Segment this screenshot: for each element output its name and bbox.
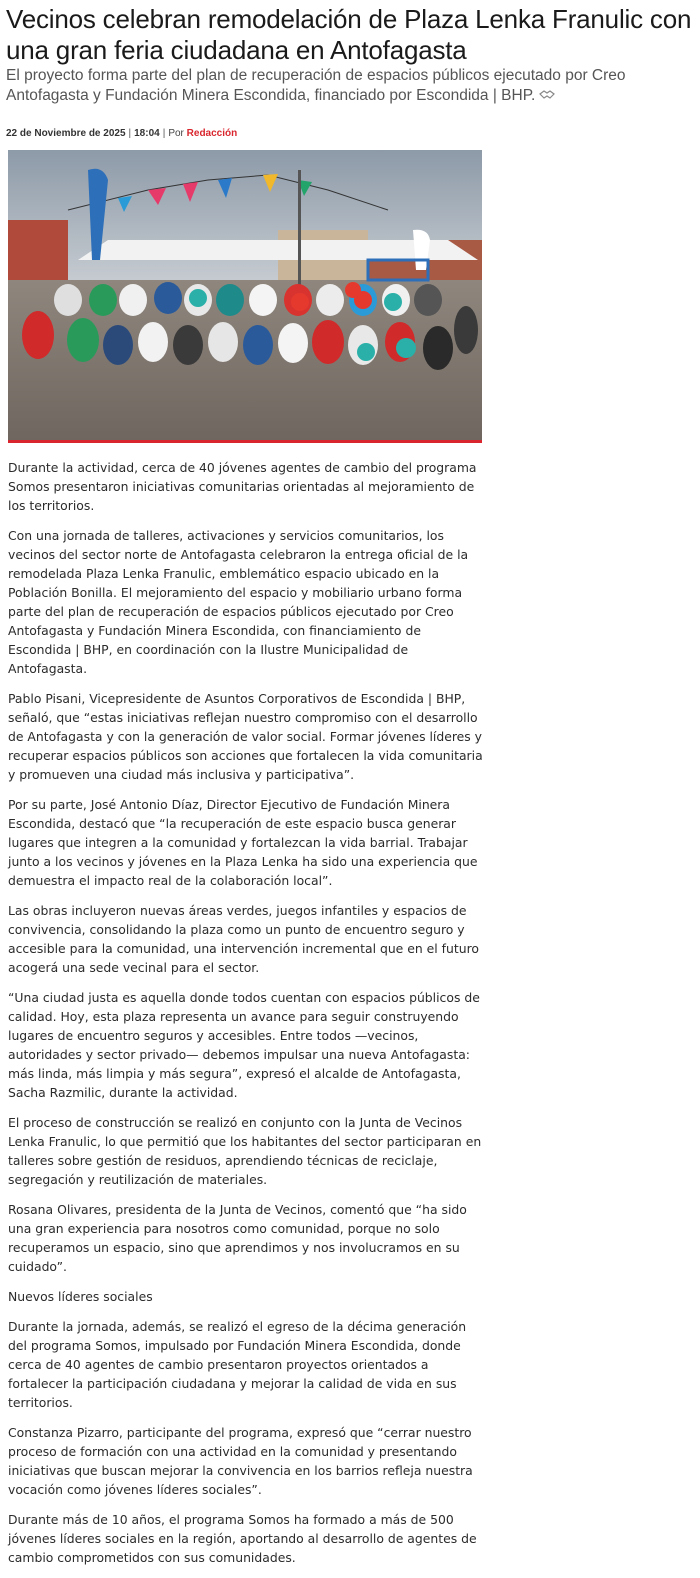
handshake-icon — [539, 87, 555, 99]
article-time: 18:04 — [134, 128, 160, 139]
article-paragraph: “Una ciudad justa es aquella donde todos cuentan con espacios públicos de calidad. Hoy, esta plaza representa un avance para seguir construyendo lugares de encuentro seguros y accesibles. Entre todos —vecinos, autoridades y sector privado— debemos impulsar una nueva Antofagasta: más linda, más limpia y más segura”, expresó el alcalde de Antofagasta, Sacha Razmilic, durante la actividad. — [8, 990, 480, 1100]
article-meta: 22 de Noviembre de 2025 | 18:04 | Por Redacción — [6, 128, 238, 139]
article-paragraph: Durante la actividad, cerca de 40 jóvenes agentes de cambio del programa Somos presentaron iniciativas comunitarias orientadas al mejoramiento de los territorios. — [8, 460, 477, 513]
article-photo — [8, 150, 482, 443]
article-paragraph: El proceso de construcción se realizó en conjunto con la Junta de Vecinos Lenka Franulic, lo que permitió que los habitantes del sector participaran en talleres sobre gestión de residuos, aprendiendo técnicas de reciclaje, segregación y reutilización de materiales. — [8, 1115, 482, 1187]
article-paragraph: Durante más de 10 años, el programa Somos ha formado a más de 500 jóvenes líderes sociales en la región, aportando al desarrollo de agentes de cambio comprometidos con sus comunidades. — [8, 1512, 477, 1565]
subtitle-text: El proyecto forma parte del plan de recuperación de espacios públicos ejecutado por Creo Antofagasta y Fundación Minera Escondida, financiado por Escondida | BHP. — [6, 67, 626, 104]
article-date: 22 de Noviembre de 2025 — [6, 128, 126, 139]
article-subtitle — [6, 66, 696, 106]
section-subheading: Nuevos líderes sociales — [8, 1289, 153, 1304]
article-paragraph: Durante la jornada, además, se realizó el egreso de la décima generación del programa Somos, impulsado por Fundación Minera Escondida, donde cerca de 40 agentes de cambio presentaron proyectos orientados a fortalecer la participación ciudadana y mejorar la calidad de vida en sus territorios. — [8, 1319, 467, 1410]
article-body — [8, 458, 486, 1578]
article-paragraph: Pablo Pisani, Vicepresidente de Asuntos Corporativos de Escondida | BHP, señaló, que “estas iniciativas reflejan nuestro compromiso con el desarrollo de Antofagasta y con la generación de valor social. Formar jóvenes líderes y recuperar espacios públicos son acciones que fortalecen la vida comunitaria y promueven una ciudad más inclusiva y participativa”. — [8, 691, 483, 782]
article-paragraph: Constanza Pizarro, participante del programa, expresó que “cerrar nuestro proceso de formación con una actividad en la comunidad y presentando iniciativas que buscan mejorar la convivencia en los barrios refleja nuestra vocación como jóvenes líderes sociales”. — [8, 1425, 473, 1497]
article-paragraph: Por su parte, José Antonio Díaz, Director Ejecutivo de Fundación Minera Escondida, destacó que “la recuperación de este espacio busca generar lugares que integren a la comunidad y fortalezcan la vida barrial. Trabajar junto a los vecinos y jóvenes en la Plaza Lenka ha sido una experiencia que demuestra el impacto real de la colaboración local”. — [8, 797, 478, 888]
article-headline: Vecinos celebran remodelación de Plaza Lenka Franulic con una gran feria ciudadana en Antofagasta — [6, 4, 692, 65]
article-paragraph: Rosana Olivares, presidenta de la Junta de Vecinos, comentó que “ha sido una gran experiencia para nosotros como comunidad, porque no solo recuperamos un espacio, sino que aprendimos y nos involucramos en su cuidado”. — [8, 1202, 467, 1274]
author-link[interactable]: Redacción — [186, 128, 238, 139]
article-paragraph: Las obras incluyeron nuevas áreas verdes, juegos infantiles y espacios de convivencia, consolidando la plaza como un punto de encuentro seguro y accesible para la comunidad, una intervención incremental que en el futuro acogerá una sede vecinal para el sector. — [8, 903, 479, 975]
article-paragraph: Con una jornada de talleres, activaciones y servicios comunitarios, los vecinos del sector norte de Antofagasta celebraron la entrega oficial de la remodelada Plaza Lenka Franulic, emblemático espacio ubicado en la Población Bonilla. El mejoramiento del espacio y mobiliario urbano forma parte del plan de recuperación de espacios públicos ejecutado por Creo Antofagasta y Fundación Minera Escondida, con financiamiento de Escondida | BHP, en coordinación con la Ilustre Municipalidad de Antofagasta. — [8, 528, 469, 676]
byline-label: Por — [168, 128, 184, 139]
